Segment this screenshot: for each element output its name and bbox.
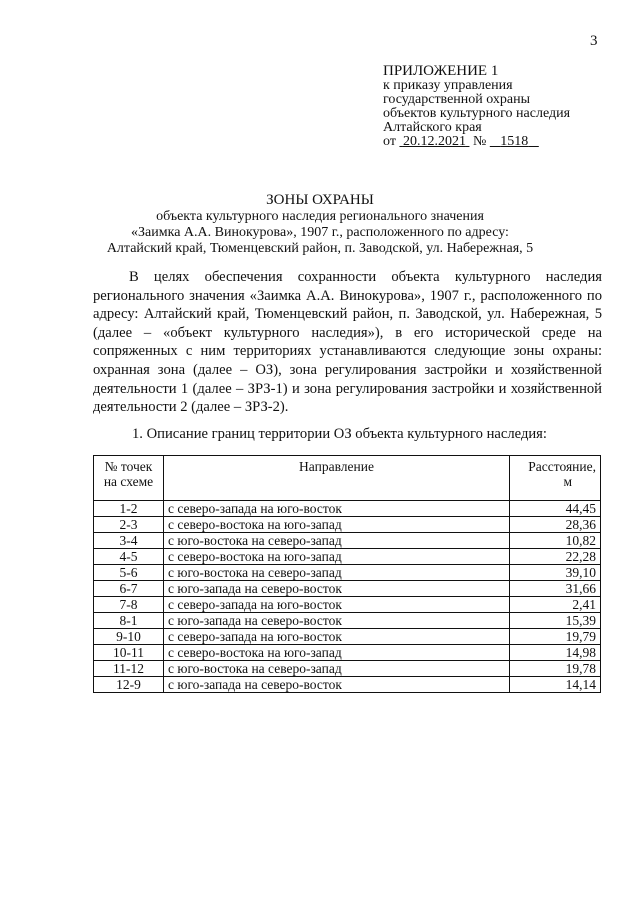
header-points-line2: на схеме bbox=[103, 474, 154, 489]
appendix-block bbox=[383, 63, 570, 149]
appendix-date-line bbox=[383, 135, 570, 149]
cell-points: 3-4 bbox=[94, 533, 164, 549]
header-distance bbox=[510, 456, 601, 501]
cell-distance: 19,79 bbox=[510, 629, 601, 645]
table-row bbox=[94, 629, 601, 645]
cell-distance: 2,41 bbox=[510, 597, 601, 613]
cell-direction: с северо-запада на юго-восток bbox=[164, 597, 510, 613]
cell-distance: 15,39 bbox=[510, 613, 601, 629]
cell-points: 7-8 bbox=[94, 597, 164, 613]
cell-distance: 14,14 bbox=[510, 677, 601, 693]
table-row bbox=[94, 549, 601, 565]
order-number: 1518 bbox=[500, 134, 529, 149]
title-line: Алтайский край, Тюменцевский район, п. Заводской, ул. Набережная, 5 bbox=[106, 241, 534, 256]
cell-points: 6-7 bbox=[94, 581, 164, 597]
cell-points: 5-6 bbox=[94, 565, 164, 581]
cell-distance: 14,98 bbox=[510, 645, 601, 661]
table-row bbox=[94, 677, 601, 693]
table-header-row bbox=[94, 456, 601, 501]
cell-points: 2-3 bbox=[94, 517, 164, 533]
cell-points: 1-2 bbox=[94, 501, 164, 517]
cell-direction: с северо-запада на юго-восток bbox=[164, 501, 510, 517]
appendix-line: к приказу управления bbox=[383, 78, 513, 93]
cell-points: 10-11 bbox=[94, 645, 164, 661]
table-row bbox=[94, 661, 601, 677]
cell-distance: 10,82 bbox=[510, 533, 601, 549]
header-direction: Направление bbox=[164, 456, 510, 501]
table-row bbox=[94, 581, 601, 597]
cell-points: 12-9 bbox=[94, 677, 164, 693]
cell-points: 9-10 bbox=[94, 629, 164, 645]
date-prefix: от bbox=[383, 134, 396, 149]
table-body bbox=[94, 501, 601, 693]
header-points-line1: № точек bbox=[104, 459, 153, 474]
appendix-line: Алтайского края bbox=[383, 120, 482, 135]
order-date: 20.12.2021 bbox=[402, 134, 466, 149]
cell-direction: с юго-востока на северо-запад bbox=[164, 661, 510, 677]
table-row bbox=[94, 501, 601, 517]
section-heading: 1. Описание границ территории ОЗ объекта культурного наследия: bbox=[132, 426, 547, 442]
cell-direction: с северо-востока на юго-запад bbox=[164, 517, 510, 533]
header-distance-line1: Расстояние, bbox=[528, 459, 596, 474]
cell-direction: с юго-запада на северо-восток bbox=[164, 613, 510, 629]
number-sign: № bbox=[472, 134, 487, 149]
cell-direction: с юго-востока на северо-запад bbox=[164, 565, 510, 581]
appendix-line: государственной охраны bbox=[383, 92, 531, 107]
cell-distance: 22,28 bbox=[510, 549, 601, 565]
cell-direction: с северо-запада на юго-восток bbox=[164, 629, 510, 645]
appendix-line: объектов культурного наследия bbox=[383, 106, 571, 121]
table-row bbox=[94, 517, 601, 533]
document-title bbox=[0, 191, 640, 257]
cell-distance: 39,10 bbox=[510, 565, 601, 581]
table-row bbox=[94, 533, 601, 549]
boundary-table bbox=[93, 455, 601, 693]
cell-direction: с юго-запада на северо-восток bbox=[164, 677, 510, 693]
cell-direction: с юго-запада на северо-восток bbox=[164, 581, 510, 597]
title-line: объекта культурного наследия регионального значения bbox=[156, 209, 484, 224]
cell-distance: 19,78 bbox=[510, 661, 601, 677]
cell-points: 8-1 bbox=[94, 613, 164, 629]
table-row bbox=[94, 597, 601, 613]
table-row bbox=[94, 613, 601, 629]
cell-distance: 28,36 bbox=[510, 517, 601, 533]
intro-paragraph: В целях обеспечения сохранности объекта культурного наследия регионального значения «Заимка А.А. Винокурова», 1907 г., расположенного по адресу: Алтайский край, Тюменцевский район, п. Заводской, ул. Набережная, 5 (далее – «объект культурного наследия»), в его исторической среде на сопряженных с ним территориях устанавливаются следующие зоны охраны: охранная зона (далее – ОЗ), зона регулирования застройки и хозяйственной деятельности 1 (далее – ЗРЗ-1) и зона регулирования застройки и хозяйственной деятельности 2 (далее – ЗРЗ-2). bbox=[93, 269, 602, 416]
cell-direction: с северо-востока на юго-запад bbox=[164, 645, 510, 661]
cell-direction: с юго-востока на северо-запад bbox=[164, 533, 510, 549]
cell-distance: 31,66 bbox=[510, 581, 601, 597]
table-row bbox=[94, 565, 601, 581]
page-number: 3 bbox=[590, 33, 598, 49]
title-line: «Заимка А.А. Винокурова», 1907 г., расположенного по адресу: bbox=[131, 225, 509, 240]
cell-points: 11-12 bbox=[94, 661, 164, 677]
title-main: ЗОНЫ ОХРАНЫ bbox=[266, 192, 374, 208]
cell-direction: с северо-востока на юго-запад bbox=[164, 549, 510, 565]
appendix-heading: ПРИЛОЖЕНИЕ 1 bbox=[383, 63, 499, 79]
cell-points: 4-5 bbox=[94, 549, 164, 565]
header-points bbox=[94, 456, 164, 501]
table-row bbox=[94, 645, 601, 661]
header-distance-line2: м bbox=[563, 474, 572, 489]
cell-distance: 44,45 bbox=[510, 501, 601, 517]
